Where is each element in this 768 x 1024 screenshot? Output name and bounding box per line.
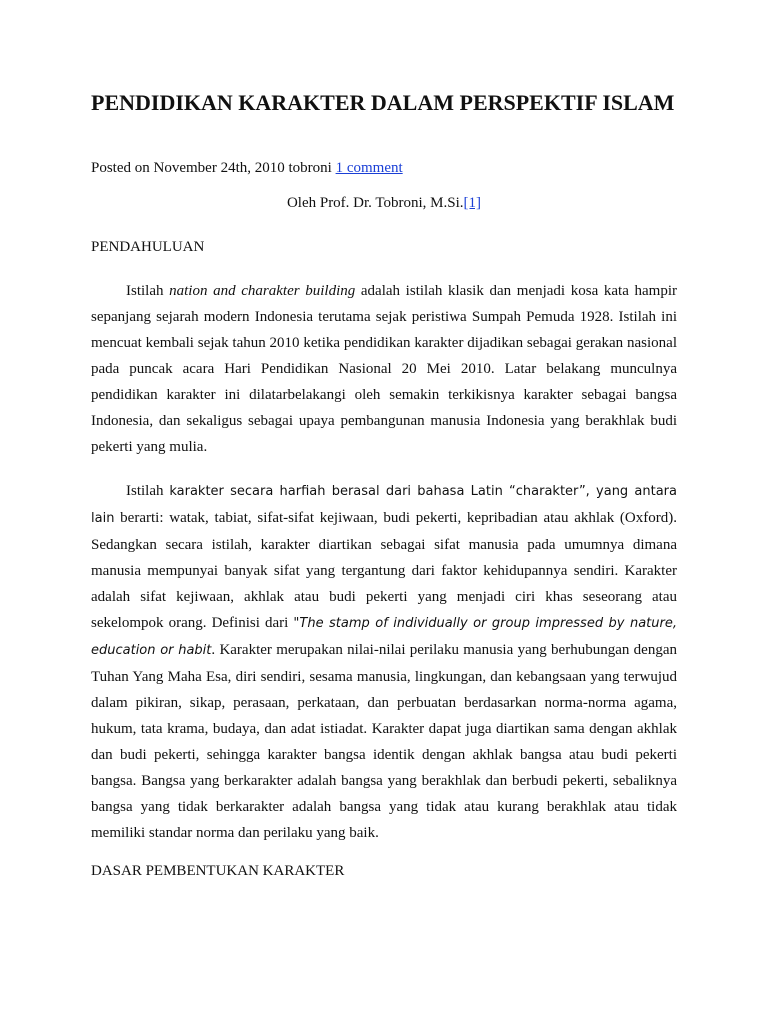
post-meta	[91, 158, 403, 178]
author-byline	[91, 193, 677, 213]
section-heading-dasar: DASAR PEMBENTUKAN KARAKTER	[91, 863, 345, 879]
paragraph-text: adalah istilah klasik dan menjadi kosa kata hampir sepanjang sejarah modern Indonesia terutama sejak peristiwa Sumpah Pemuda 1928. Istilah ini mencuat kembali sejak tahun 2010 ketika pendidikan karakter dijadikan sebagai gerakan nasional pada puncak acara Hari Pendidikan Nasional 20 Mei 2010. Latar belakang munculnya pendidikan karakter ini dilatarbelakangi oleh semakin terkikisnya karakter sebagai bangsa Indonesia, dan sekaligus sebagai upaya pembangunan manusia Indonesia yang berakhlak budi pekerti yang mulia.	[91, 283, 678, 455]
paragraph-text: Istilah	[126, 483, 170, 499]
article-title: PENDIDIKAN KARAKTER DALAM PERSPEKTIF ISLAM	[91, 90, 675, 115]
paragraph-text: Istilah	[126, 283, 170, 299]
author-name: Oleh Prof. Dr. Tobroni, M.Si.	[286, 195, 464, 211]
paragraph-text: . Karakter merupakan nilai-nilai perilaku manusia yang berhubungan dengan Tuhan Yang Maha Esa, diri sendiri, sesama manusia, lingkungan, dan kebangsaan yang terwujud dalam pikiran, sikap, perasaan, perkataan, dan perbuatan berdasarkan norma-norma agama, hukum, tata krama, budaya, dan adat istiadat. Karakter dapat juga diartikan sama dengan akhlak dan budi pekerti, sehingga karakter bangsa identik dengan akhlak bangsa atau budi pekerti bangsa. Bangsa yang berkarakter adalah bangsa yang berakhlak dan berbudi pekerti, sebaliknya bangsa yang tidak berkarakter adalah bangsa yang tidak atau kurang berakhlak atau tidak memiliki standar norma dan perilaku yang baik.	[91, 642, 677, 841]
definition-quote: "The stamp of individually or group impressed by nature, education or habit	[91, 616, 677, 658]
paragraph-text: berarti: watak, tabiat, sifat-sifat kejiwaan, budi pekerti, kepribadian atau akhlak (Oxford). Sedangkan secara istilah, karakter diartikan sebagai sifat manusia pada umumnya dimana manusia mempunyai banyak sifat yang tergantung dari faktor kehidupannya sendiri. Karakter adalah sifat kejiwaan, akhlak atau budi pekerti yang menjadi ciri khas seseorang atau sekelompok orang. Definisi dari	[91, 510, 677, 631]
paragraph-sans-text: karakter secara harfiah berasal dari bahasa Latin “charakter”, yang antara lain	[91, 484, 677, 526]
footnote-link[interactable]: [1]	[463, 195, 482, 211]
comment-link[interactable]: 1 comment	[335, 160, 403, 176]
posted-date-author: Posted on November 24th, 2010 tobroni	[91, 160, 336, 176]
paragraph-definition	[91, 478, 677, 846]
section-heading-pendahuluan: PENDAHULUAN	[91, 239, 205, 255]
paragraph-italic-text: nation and charakter building	[169, 283, 356, 299]
paragraph-intro	[91, 278, 677, 460]
